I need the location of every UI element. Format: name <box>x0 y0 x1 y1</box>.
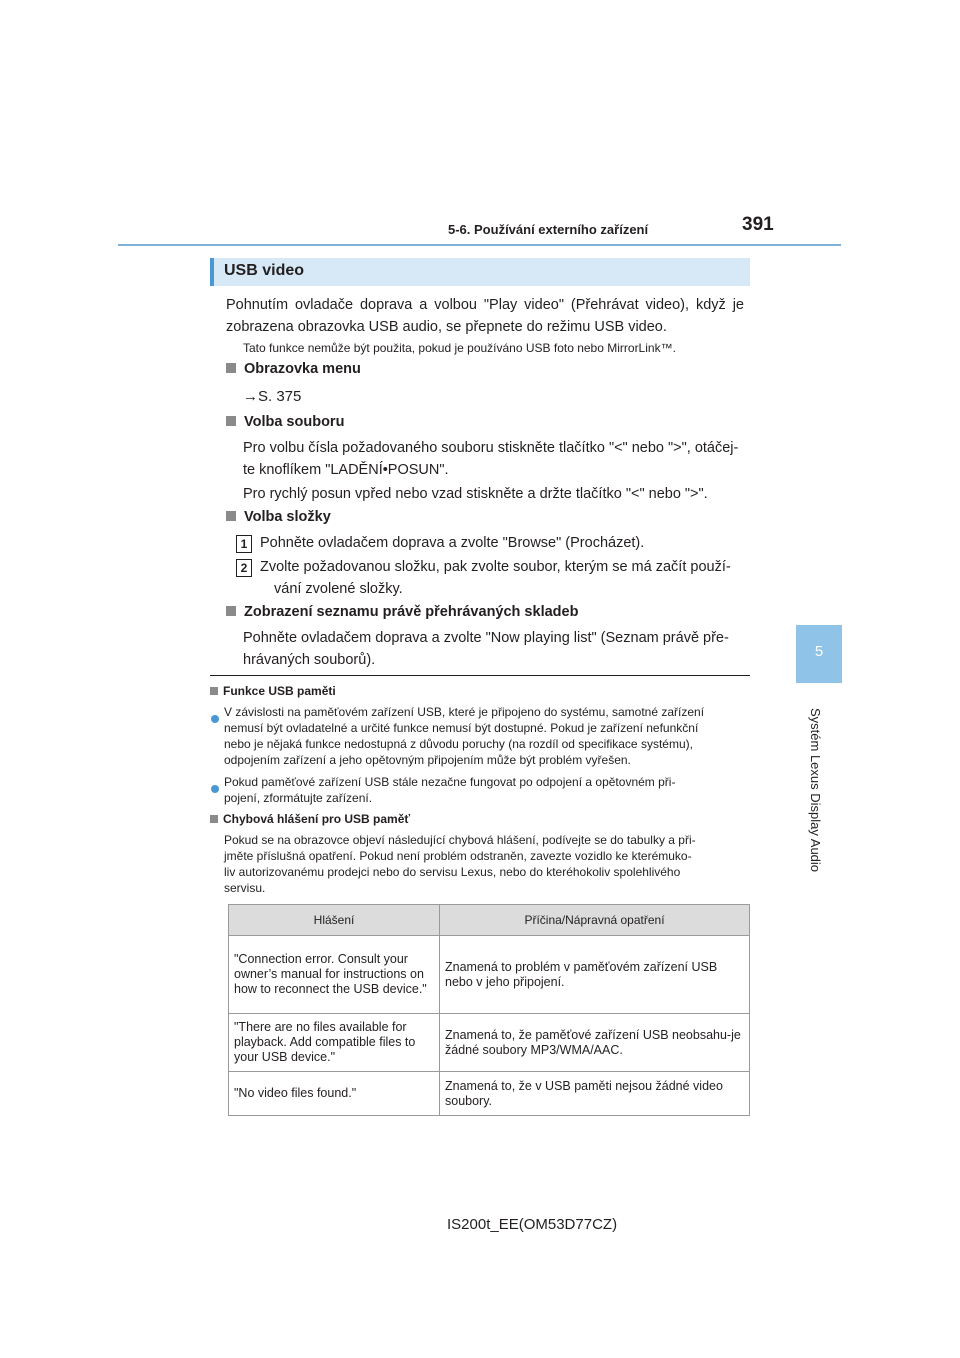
usb-functions-heading <box>210 684 336 698</box>
screen-menu-heading-text: Obrazovka menu <box>244 361 361 377</box>
bullet-dot-icon <box>211 780 219 798</box>
now-playing-line: hrávaných souborů). <box>243 652 376 668</box>
section-title-bar <box>210 258 750 286</box>
intro-paragraph: Pohnutím ovladače doprava a volbou "Play video" (Přehrávat video), když je zobrazena obrazovka USB audio, se přepnete do režimu USB video. <box>226 297 744 335</box>
errors-intro-line: jměte příslušná opatření. Pokud není problém odstraněn, zavezte vozidlo ke kterémuko- <box>224 849 692 863</box>
now-playing-heading-text: Zobrazení seznamu právě přehrávaných skladeb <box>244 604 579 620</box>
section-end-rule <box>210 675 750 676</box>
page-reference: →S. 375 <box>243 388 302 405</box>
step-number: 1 <box>236 535 252 553</box>
now-playing-line: Pohněte ovladačem doprava a zvolte "Now playing list" (Seznam právě pře- <box>243 630 729 646</box>
bullet-line: Pokud paměťové zařízení USB stále nezačne fungovat po odpojení a opětovném při- <box>224 775 676 789</box>
table-header-row <box>229 905 750 936</box>
bullet-line: nemusí být ovladatelné a určité funkce nemusí být dostupné. Pokud je zařízení nefunkční <box>224 721 699 735</box>
now-playing-heading <box>226 604 578 620</box>
bullet-line: nebo je nějaká funkce nedostupná z důvodu poruchy (na rozdíl od specifikace systému), <box>224 737 693 751</box>
running-header: 5-6. Používání externího zařízení <box>448 222 649 237</box>
square-bullet-icon <box>226 511 236 521</box>
note-text: Tato funkce nemůže být použita, pokud je používáno USB foto nebo MirrorLink™. <box>243 341 676 355</box>
square-bullet-icon <box>226 363 236 373</box>
document-code-footer: IS200t_EE(OM53D77CZ) <box>447 1216 618 1233</box>
file-select-heading <box>226 414 344 430</box>
chapter-tab <box>796 625 842 683</box>
file-select-heading-text: Volba souboru <box>244 414 345 430</box>
square-bullet-icon <box>210 815 218 823</box>
errors-heading <box>210 812 410 826</box>
step-text: Zvolte požadovanou složku, pak zvolte soubor, kterým se má začít použí- <box>260 559 731 575</box>
folder-select-heading <box>226 509 331 525</box>
bullet-line: pojení, zformátujte zařízení. <box>224 791 373 805</box>
square-bullet-icon <box>226 606 236 616</box>
table-row <box>229 1014 750 1072</box>
folder-select-heading-text: Volba složky <box>244 509 331 525</box>
errors-intro-line: Pokud se na obrazovce objeví následující chybová hlášení, podívejte se do tabulky a při- <box>224 833 696 847</box>
square-bullet-icon <box>226 416 236 426</box>
cause-cell: Znamená to, že v USB paměti nejsou žádné video soubory. <box>440 1072 750 1116</box>
errors-intro-line: servisu. <box>224 881 266 895</box>
section-title: USB video <box>224 262 305 279</box>
errors-intro-line: liv autorizovanému prodejci nebo do servisu Lexus, nebo do kteréhokoliv spolehlivého <box>224 865 681 879</box>
bullet-dot-icon <box>211 710 219 728</box>
errors-heading-text: Chybová hlášení pro USB paměť <box>223 812 411 826</box>
bullet-line: odpojením zařízení a jeho opětovným připojením může být problém vyřešen. <box>224 753 631 767</box>
error-messages-table <box>228 904 750 1116</box>
usb-functions-heading-text: Funkce USB paměti <box>223 684 336 698</box>
chapter-title: Systém Lexus Display Audio <box>808 708 823 873</box>
message-cell: "There are no files available for playback. Add compatible files to your USB device." <box>229 1014 440 1072</box>
header-divider <box>118 244 841 246</box>
cause-cell: Znamená to problém v paměťovém zařízení USB nebo v jeho připojení. <box>440 936 750 1014</box>
cause-cell: Znamená to, že paměťové zařízení USB neobsahu-je žádné soubory MP3/WMA/AAC. <box>440 1014 750 1072</box>
bullet-line: V závislosti na paměťovém zařízení USB, které je připojeno do systému, samotné zařízení <box>224 705 705 719</box>
step-text: Pohněte ovladačem doprava a zvolte "Browse" (Procházet). <box>260 535 645 551</box>
table-row <box>229 936 750 1014</box>
file-select-line: Pro volbu čísla požadovaného souboru stiskněte tlačítko "<" nebo ">", otáčej- <box>243 440 739 456</box>
chapter-title-vertical <box>808 708 830 878</box>
square-bullet-icon <box>210 687 218 695</box>
file-select-line: Pro rychlý posun vpřed nebo vzad stiskněte a držte tlačítko "<" nebo ">". <box>243 486 708 502</box>
message-cell: "Connection error. Consult your owner’s manual for instructions on how to reconnect the USB device." <box>229 936 440 1014</box>
table-row <box>229 1072 750 1116</box>
page-number: 391 <box>742 214 774 235</box>
step-text: vání zvolené složky. <box>274 581 403 597</box>
chapter-tab-number: 5 <box>814 643 824 660</box>
file-select-line: te knoflíkem "LADĚNÍ•POSUN". <box>243 462 449 478</box>
message-cell: "No video files found." <box>229 1072 440 1116</box>
step-number: 2 <box>236 559 252 577</box>
column-header: Příčina/Nápravná opatření <box>440 905 750 936</box>
column-header: Hlášení <box>229 905 440 936</box>
screen-menu-heading <box>226 361 361 377</box>
